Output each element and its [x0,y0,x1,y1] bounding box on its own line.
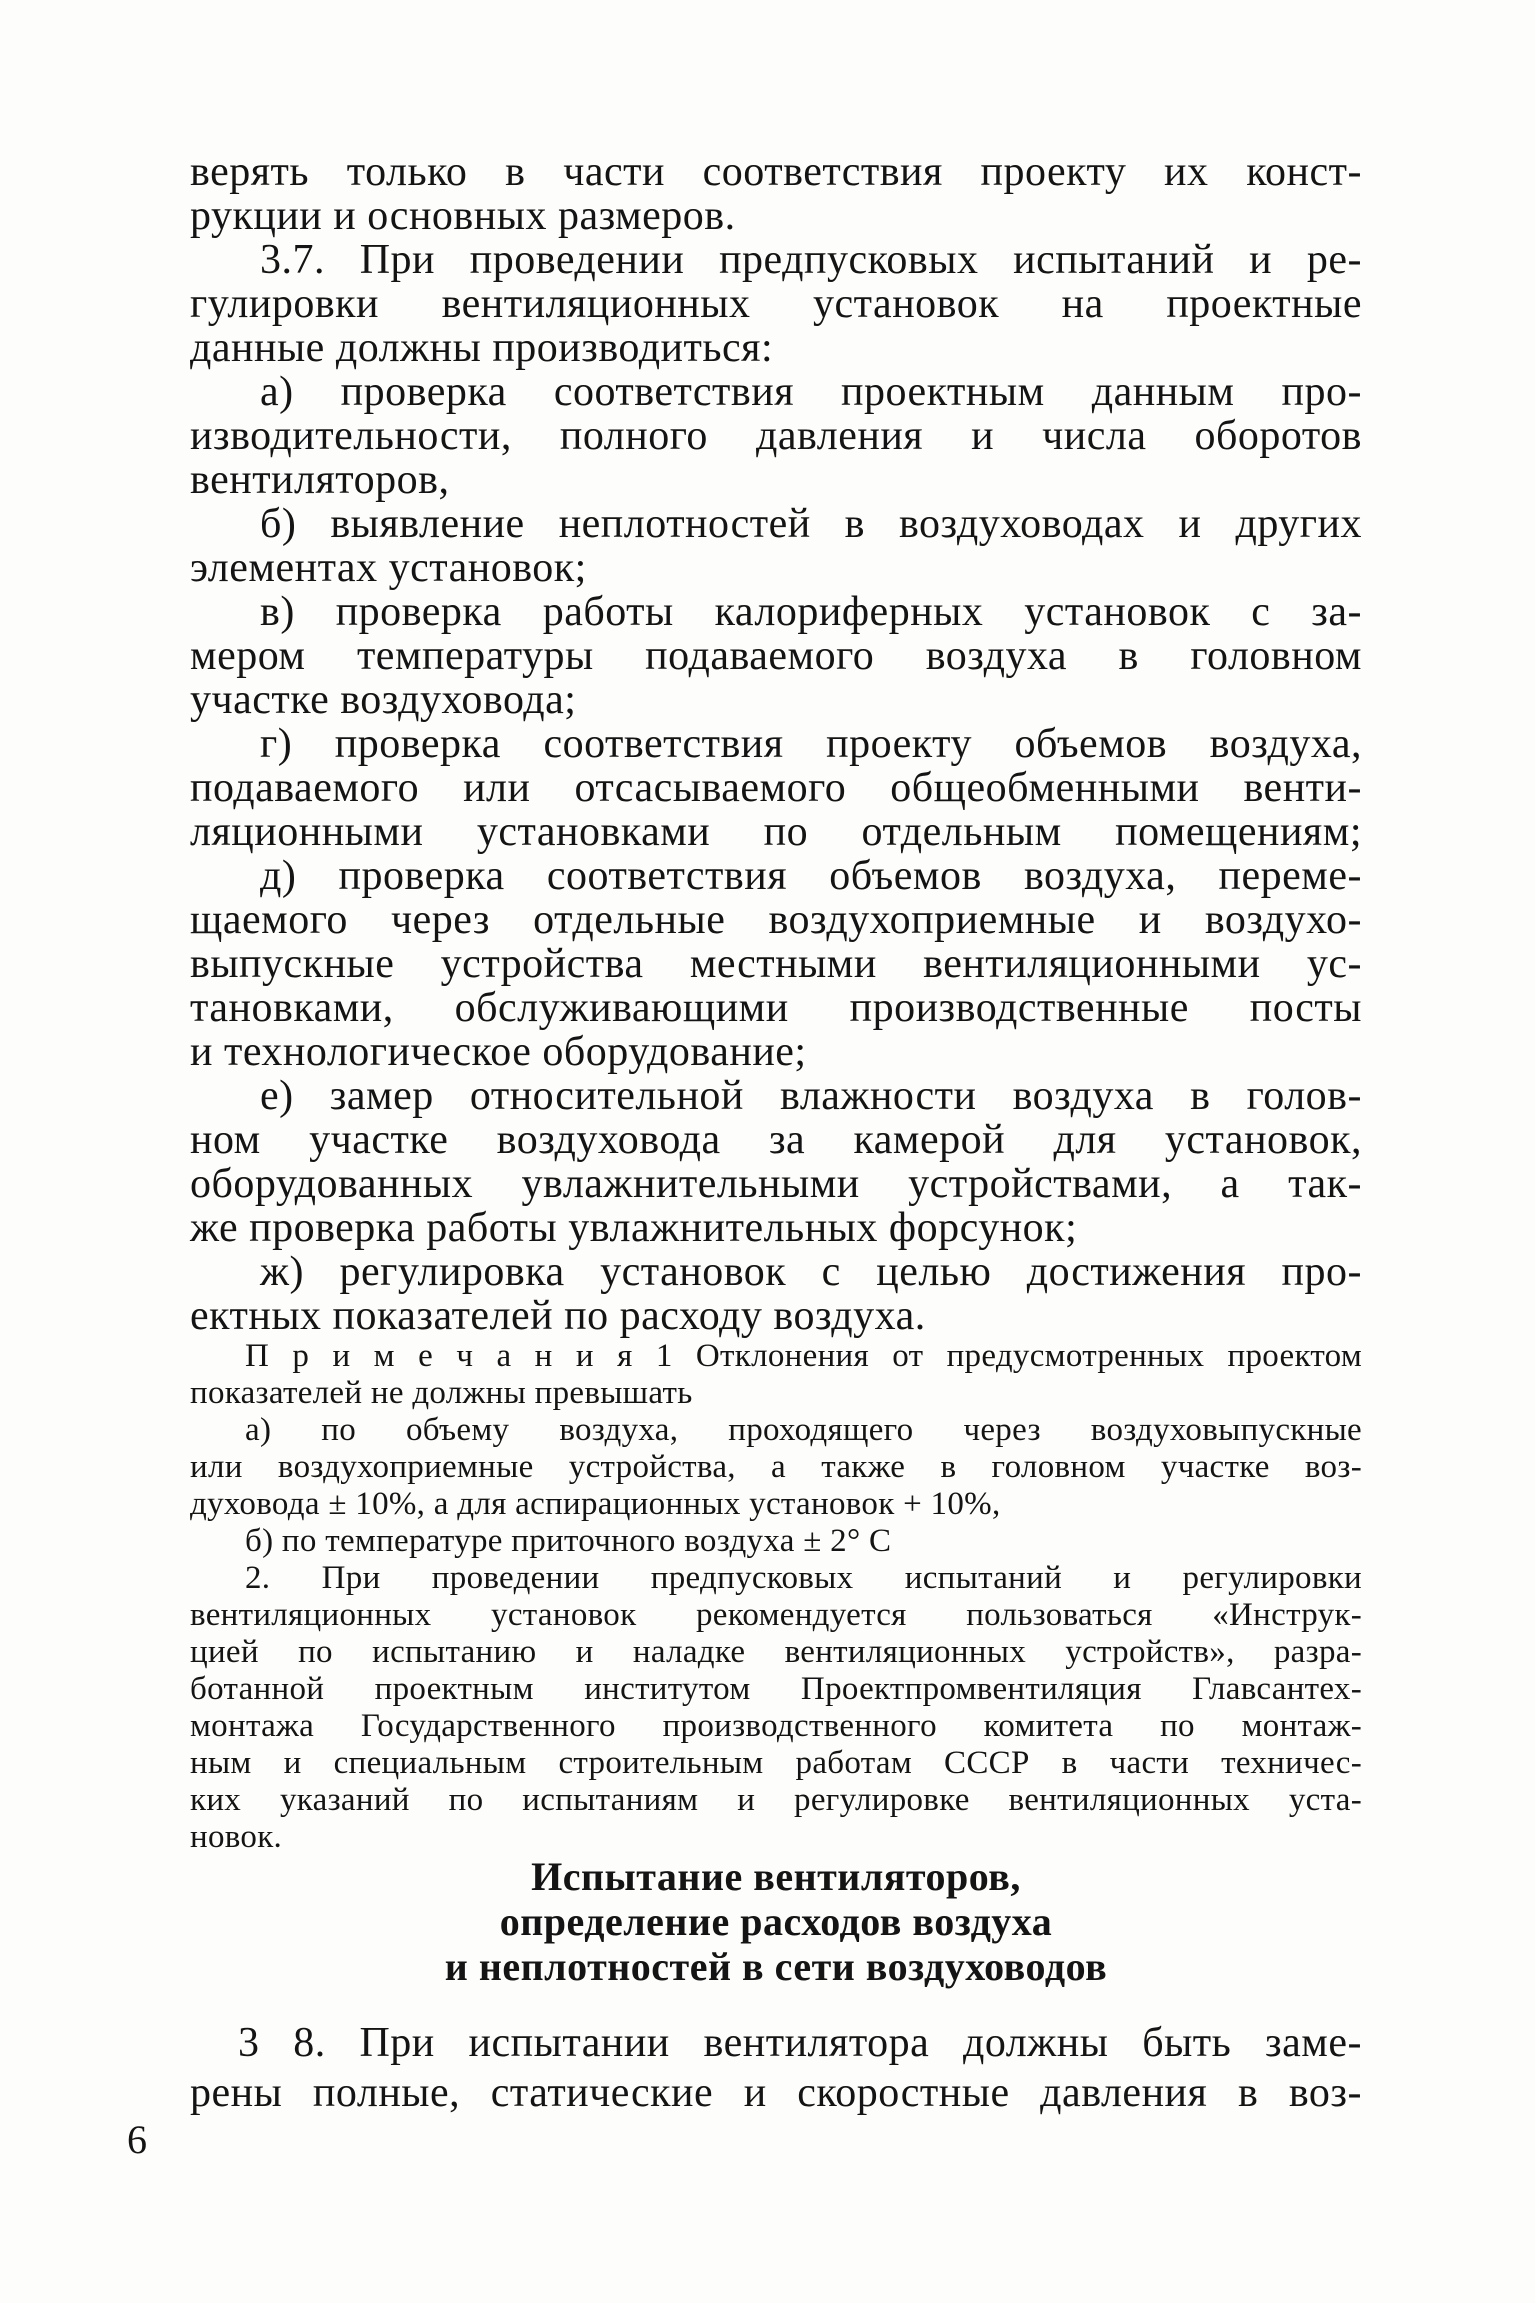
text-line: в) проверка работы калориферных установок с за- [260,589,1362,635]
text-line: ным и специальным строительным работам СССР в части техничес- [190,1745,1362,1781]
text-line: ких указаний по испытаниям и регулировке вентиляционных уста- [190,1782,1362,1818]
text-line: верять только в части соответствия проекту их конст- [190,149,1362,195]
text-line: рукции и основных размеров. [190,193,736,239]
text-line: щаемого через отдельные воздухоприемные и воздухо- [190,897,1362,943]
text-line: П р и м е ч а н и я 1 Отклонения от предусмотренных проектом [245,1338,1362,1374]
text-line: мером температуры подаваемого воздуха в головном [190,633,1362,679]
text-line: подаваемого или отсасываемого общеобменными венти- [190,765,1362,811]
text-line: а) проверка соответствия проектным данным про- [260,369,1362,415]
text-line: г) проверка соответствия проекту объемов воздуха, [260,721,1362,767]
paragraph-3-8 [190,2018,1362,2118]
text-line: элементах установок; [190,545,587,591]
text-line: ботанной проектным институтом Проектпромвентиляция Главсантех- [190,1671,1362,1707]
page-number: 6 [127,2117,147,2162]
text-line: и неплотностей в сети воздуховодов [444,1944,1108,1989]
text-line: вентиляционных установок рекомендуется пользоваться «Инструк- [190,1597,1362,1633]
text-line: показателей не должны превышать [190,1375,693,1411]
text-line: гулировки вентиляционных установок на проектные [190,281,1362,327]
text-line: 2. При проведении предпусковых испытаний и регулировки [245,1560,1362,1596]
text-line: выпускные устройства местными вентиляционными ус- [190,941,1362,987]
text-line: вентиляторов, [190,457,450,503]
text-line: 3.7. При проведении предпусковых испытаний и ре- [260,237,1362,283]
text-line: Испытание вентиляторов, [531,1854,1021,1899]
text-line: участке воздуховода; [190,677,577,723]
text-line: данные должны производиться: [190,325,774,371]
text-line: и технологическое оборудование; [190,1029,807,1075]
text-line: новок. [190,1819,283,1855]
text-line: ектных показателей по расходу воздуха. [190,1293,926,1339]
text-line: ном участке воздуховода за камерой для установок, [190,1117,1362,1163]
text-line: а) по объему воздуха, проходящего через воздуховыпускные [245,1412,1362,1448]
text-line: 3 8. При испытании вентилятора должны быть заме- [238,2020,1362,2066]
text-line: е) замер относительной влажности воздуха в голов- [260,1073,1362,1119]
text-line: б) по температуре приточного воздуха ± 2° С [245,1523,892,1559]
text-line: ляционными установками по отдельным помещениям; [190,809,1362,855]
text-line: цией по испытанию и наладке вентиляционных устройств», разра- [190,1634,1362,1670]
text-line: тановками, обслуживающими производственные посты [190,985,1362,1031]
text-line: д) проверка соответствия объемов воздуха, переме- [260,853,1362,899]
text-line: б) выявление неплотностей в воздуховодах и других [260,501,1362,547]
text-line: ж) регулировка установок с целью достижения про- [260,1249,1362,1295]
text-line: определение расходов воздуха [499,1899,1053,1944]
text-line: же проверка работы увлажнительных форсунок; [190,1205,1078,1251]
text-line: монтажа Государственного производственного комитета по монтаж- [190,1708,1362,1744]
text-line: или воздухоприемные устройства, а также в головном участке воз- [190,1449,1362,1485]
main-text-block [190,150,1362,1338]
text-line: оборудованных увлажнительными устройствами, а так- [190,1161,1362,1207]
text-line: рены полные, статические и скоростные давления в воз- [190,2070,1362,2116]
notes-block [190,1338,1362,1856]
text-line: изводительности, полного давления и числа оборотов [190,413,1362,459]
section-heading [190,1854,1362,1989]
text-line: духовода ± 10%, а для аспирационных установок + 10%, [190,1486,1001,1522]
